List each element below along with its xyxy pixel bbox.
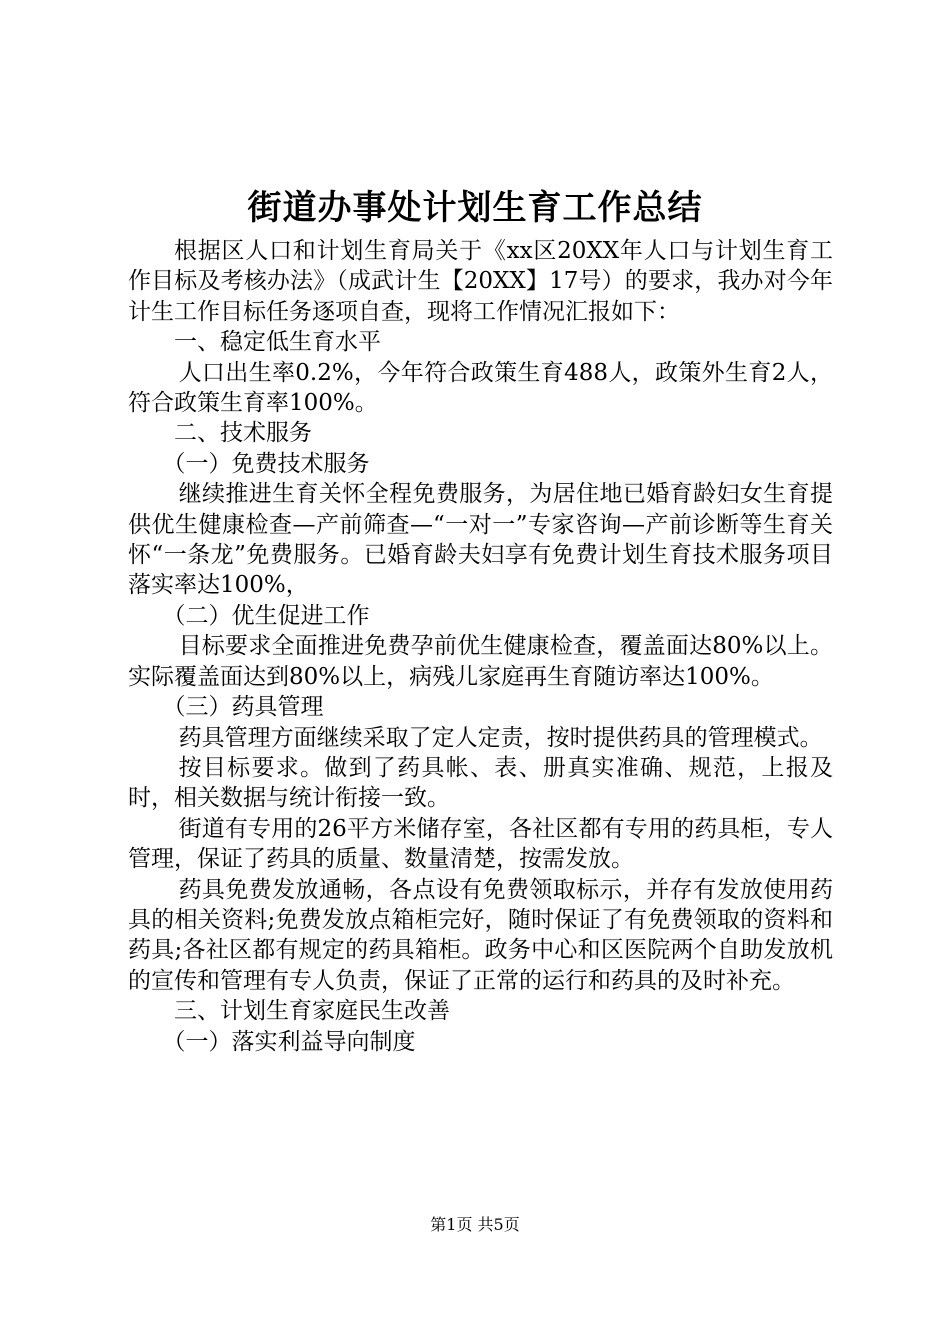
paragraph-storage-room: 街道有专用的26平方米储存室，各社区都有专用的药具柜，专人管理，保证了药具的质量、数量清楚，按需发放。 — [128, 815, 833, 873]
paragraph-intro: 根据区人口和计划生育局关于《xx区20XX年人口与计划生育工作目标及考核办法》（成武计生【20XX】17号）的要求，我办对今年计生工作目标任务逐项自查，现将工作情况汇报如下： — [128, 238, 833, 325]
paragraph-contraceptive-records: 按目标要求。做到了药具帐、表、册真实准确、规范，上报及时，相关数据与统计衔接一致。 — [128, 754, 833, 812]
subsection-heading-eugenics: （二）优生促进工作 — [162, 602, 370, 629]
section-heading-1: 一、稳定低生育水平 — [174, 329, 381, 356]
paragraph-free-service: 继续推进生育关怀全程免费服务，为居住地已婚育龄妇女生育提供优生健康检查—产前筛查—“一对一”专家咨询—产前诊断等生育关怀“一条龙”免费服务。已婚育龄夫妇享有免费计划生育技术服务项目落实率达100%， — [128, 481, 833, 599]
section-heading-3: 三、计划生育家庭民生改善 — [174, 998, 450, 1025]
subsection-heading-free-service: （一）免费技术服务 — [162, 450, 370, 477]
page-footer: 第1页 共5页 — [430, 1215, 520, 1234]
paragraph-birth-rate: 人口出生率0.2%，今年符合政策生育488人，政策外生育2人，符合政策生育率100%。 — [128, 359, 833, 417]
paragraph-free-distribution: 药具免费发放通畅，各点设有免费领取标示，并存有发放使用药具的相关资料;免费发放点箱柜完好，随时保证了有免费领取的资料和药具;各社区都有规定的药具箱柜。政务中心和区医院两个自助发放机的宣传和管理有专人负责，保证了正常的运行和药具的及时补充。 — [128, 876, 833, 994]
subsection-heading-incentive-system: （一）落实利益导向制度 — [162, 1028, 416, 1055]
document-title: 街道办事处计划生育工作总结 — [247, 188, 703, 228]
subsection-heading-contraceptives: （三）药具管理 — [162, 694, 324, 721]
paragraph-eugenics: 目标要求全面推进免费孕前优生健康检查，覆盖面达80%以上。实际覆盖面达到80%以上，病残儿家庭再生育随访率达100%。 — [128, 633, 833, 690]
document-body — [128, 236, 833, 1057]
paragraph-contraceptive-management: 药具管理方面继续采取了定人定责，按时提供药具的管理模式。 — [178, 724, 823, 751]
section-heading-2: 二、技术服务 — [174, 420, 312, 447]
